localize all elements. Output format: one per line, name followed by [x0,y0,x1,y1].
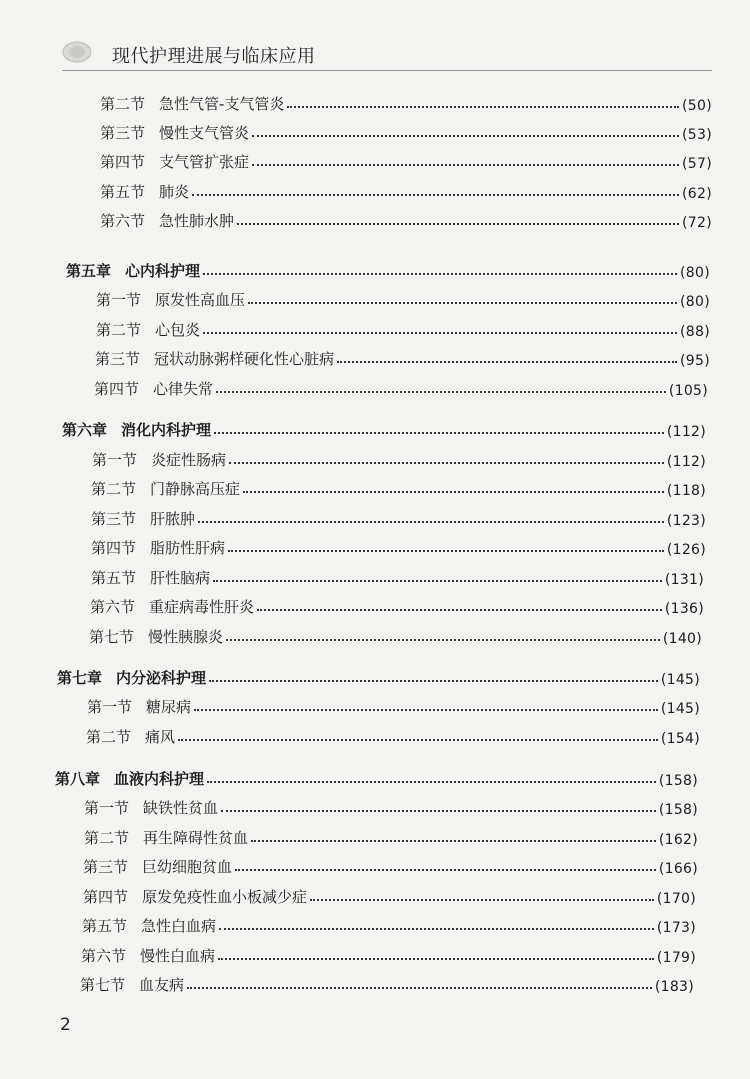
toc-section-row [84,794,698,818]
toc-entry-number: 第二节 [86,728,132,746]
toc-page-number: (50) [682,98,712,114]
toc-page-number: (166) [658,861,698,877]
toc-entry-number: 第一节 [92,451,138,469]
toc-entry-title: 原发性高血压 [155,291,246,309]
toc-chapter-row [66,257,710,281]
toc-chapter-row [55,765,698,789]
dot-leader [251,840,656,842]
toc-section-row [86,723,700,747]
toc-entry-label [100,151,249,172]
toc-section-row [92,446,706,470]
toc-entry-title: 慢性支气管炎 [159,124,250,142]
toc-section-row [91,564,704,588]
toc-entry-title: 肝脓肿 [150,510,196,528]
toc-page-number: (118) [666,483,706,499]
toc-section-row [91,475,706,499]
toc-section-row [91,505,706,529]
toc-entry-title: 急性肺水肿 [159,212,235,230]
dot-leader [226,639,660,641]
toc-page-number: (162) [658,832,698,848]
toc-section-row [83,883,696,907]
toc-entry-title: 肺炎 [159,183,190,201]
toc-entry-label [91,478,240,499]
toc-entry-number: 第六节 [90,598,136,616]
toc-entry-label [100,122,249,143]
toc-entry-title: 血友病 [139,976,185,994]
toc-entry-title: 心律失常 [153,380,214,398]
toc-entry-number: 第二节 [91,480,137,498]
toc-entry-label [57,667,206,688]
toc-page-number: (95) [680,353,710,369]
toc-entry-title: 重症病毒性肝炎 [149,598,255,616]
toc-entry-title: 消化内科护理 [121,421,212,439]
toc-entry-label [84,797,218,818]
toc-entry-label [82,915,216,936]
toc-entry-label [91,567,210,588]
toc-section-row [100,207,712,231]
toc-entry-title: 门静脉高压症 [150,480,241,498]
toc-entry-number: 第一节 [96,291,142,309]
dot-leader [235,869,656,871]
toc-entry-label [83,856,232,877]
toc-entry-title: 糖尿病 [146,698,192,716]
toc-page-number: (183) [654,979,694,995]
toc-page-number: (136) [664,601,704,617]
toc-entry-label [89,626,223,647]
toc-page-number: (80) [680,294,710,310]
toc-page-number: (158) [658,773,698,789]
toc-entry-number: 第四节 [91,539,137,557]
toc-page-number: (145) [660,701,700,717]
page-number: 2 [60,1015,71,1035]
toc-entry-number: 第一节 [84,799,130,817]
toc-entry-number: 第五节 [100,183,146,201]
toc-entry-label [96,319,200,340]
toc-entry-label [84,827,248,848]
toc-entry-label [80,974,184,995]
toc-entry-title: 肝性脑病 [150,569,211,587]
toc-entry-title: 冠状动脉粥样硬化性心脏病 [154,350,335,368]
dot-leader [237,223,679,225]
toc-entry-label [94,378,213,399]
toc-entry-title: 脂肪性肝病 [150,539,226,557]
toc-section-row [94,375,708,399]
toc-page-number: (131) [664,572,704,588]
toc-section-row [100,119,712,143]
toc-entry-title: 巨幼细胞贫血 [142,858,233,876]
toc-page-number: (170) [656,891,696,907]
toc-entry-number: 第七节 [80,976,126,994]
toc-entry-number: 第五节 [91,569,137,587]
dot-leader [287,106,679,108]
toc-entry-title: 急性白血病 [141,917,217,935]
toc-section-row [84,824,698,848]
dot-leader [219,928,654,930]
dot-leader [207,781,656,783]
toc-entry-title: 炎症性肠病 [151,451,227,469]
dot-leader [194,709,658,711]
toc-section-row [100,90,712,114]
toc-section-row [80,971,694,995]
toc-entry-title: 慢性胰腺炎 [148,628,224,646]
toc-page-number: (53) [682,127,712,143]
toc-entry-number: 第三节 [91,510,137,528]
toc-entry-number: 第三节 [100,124,146,142]
dot-leader [187,987,652,989]
dot-leader [213,580,662,582]
dot-leader [229,462,664,464]
toc-page-number: (112) [666,424,706,440]
toc-entry-number: 第五节 [82,917,128,935]
toc-entry-number: 第三节 [83,858,129,876]
dot-leader [257,609,662,611]
toc-entry-label [62,419,211,440]
toc-entry-title: 急性气管-支气管炎 [159,95,285,113]
toc-entry-label [66,260,200,281]
toc-entry-label [86,726,175,747]
toc-page-number: (126) [666,542,706,558]
toc-section-row [95,345,710,369]
toc-page-number: (62) [682,186,712,202]
toc-section-row [87,693,700,717]
toc-page-number: (57) [682,156,712,172]
toc-section-row [96,316,710,340]
toc-entry-title: 心内科护理 [125,262,201,280]
toc-entry-label [81,945,215,966]
toc-entry-number: 第二节 [84,829,130,847]
book-title: 现代护理进展与临床应用 [112,46,316,67]
toc-entry-label [91,537,225,558]
toc-entry-label [96,289,245,310]
toc-entry-number: 第三节 [95,350,141,368]
toc-page-number: (154) [660,731,700,747]
toc-entry-number: 第二节 [100,95,146,113]
toc-entry-label [87,696,191,717]
dot-leader [243,491,664,493]
toc-page-number: (72) [682,215,712,231]
toc-entry-number: 第七章 [57,669,103,687]
dot-leader [248,302,677,304]
toc-section-row [96,286,710,310]
toc-page-number: (80) [680,265,710,281]
toc-entry-number: 第四节 [100,153,146,171]
toc-entry-number: 第六节 [100,212,146,230]
toc-section-row [90,593,704,617]
toc-entry-label [100,181,189,202]
toc-entry-label [100,210,234,231]
toc-entry-title: 缺铁性贫血 [143,799,219,817]
toc-section-row [100,178,712,202]
toc-chapter-row [57,664,700,688]
dot-leader [214,432,664,434]
toc-entry-label [83,886,307,907]
toc-entry-number: 第二节 [96,321,142,339]
dot-leader [216,391,666,393]
toc-entry-number: 第一节 [87,698,133,716]
toc-chapter-row [62,416,706,440]
toc-entry-label [55,768,204,789]
toc-entry-label [90,596,254,617]
toc-entry-label [95,348,334,369]
toc-page-number: (179) [656,950,696,966]
toc-page-number: (112) [666,454,706,470]
toc-page-number: (123) [666,513,706,529]
toc-entry-title: 血液内科护理 [114,770,205,788]
dot-leader [192,194,679,196]
dot-leader [310,899,654,901]
toc-entry-number: 第四节 [83,888,129,906]
toc-entry-number: 第五章 [66,262,112,280]
dot-leader [252,164,679,166]
toc-section-row [82,912,696,936]
toc-section-row [83,853,698,877]
toc-entry-title: 痛风 [145,728,176,746]
dot-leader [252,135,679,137]
dot-leader [218,958,654,960]
toc-entry-number: 第八章 [55,770,101,788]
toc-section-row [100,148,712,172]
toc-page-number: (140) [662,631,702,647]
toc-section-row [81,942,696,966]
dot-leader [203,332,677,334]
toc-entry-label [91,508,195,529]
toc-entry-title: 支气管扩张症 [159,153,250,171]
dot-leader [178,739,658,741]
toc-page-number: (88) [680,324,710,340]
toc-entry-title: 再生障碍性贫血 [143,829,249,847]
toc-entry-title: 内分泌科护理 [116,669,207,687]
toc-section-row [89,623,702,647]
toc-entry-number: 第六章 [62,421,108,439]
toc-page-number: (158) [658,802,698,818]
toc-entry-label [100,93,284,114]
toc-page-number: (173) [656,920,696,936]
toc-section-row [91,534,706,558]
toc-entry-number: 第六节 [81,947,127,965]
toc-entry-number: 第七节 [89,628,135,646]
dot-leader [228,550,664,552]
dot-leader [198,521,664,523]
toc-page-number: (145) [660,672,700,688]
toc-entry-number: 第四节 [94,380,140,398]
toc-entry-label [92,449,226,470]
dot-leader [209,680,658,682]
toc-entry-title: 慢性白血病 [140,947,216,965]
toc-entry-title: 原发免疫性血小板减少症 [142,888,308,906]
dot-leader [221,810,656,812]
dot-leader [337,361,677,363]
toc-page-number: (105) [668,383,708,399]
toc-entry-title: 心包炎 [155,321,201,339]
dot-leader [203,273,677,275]
